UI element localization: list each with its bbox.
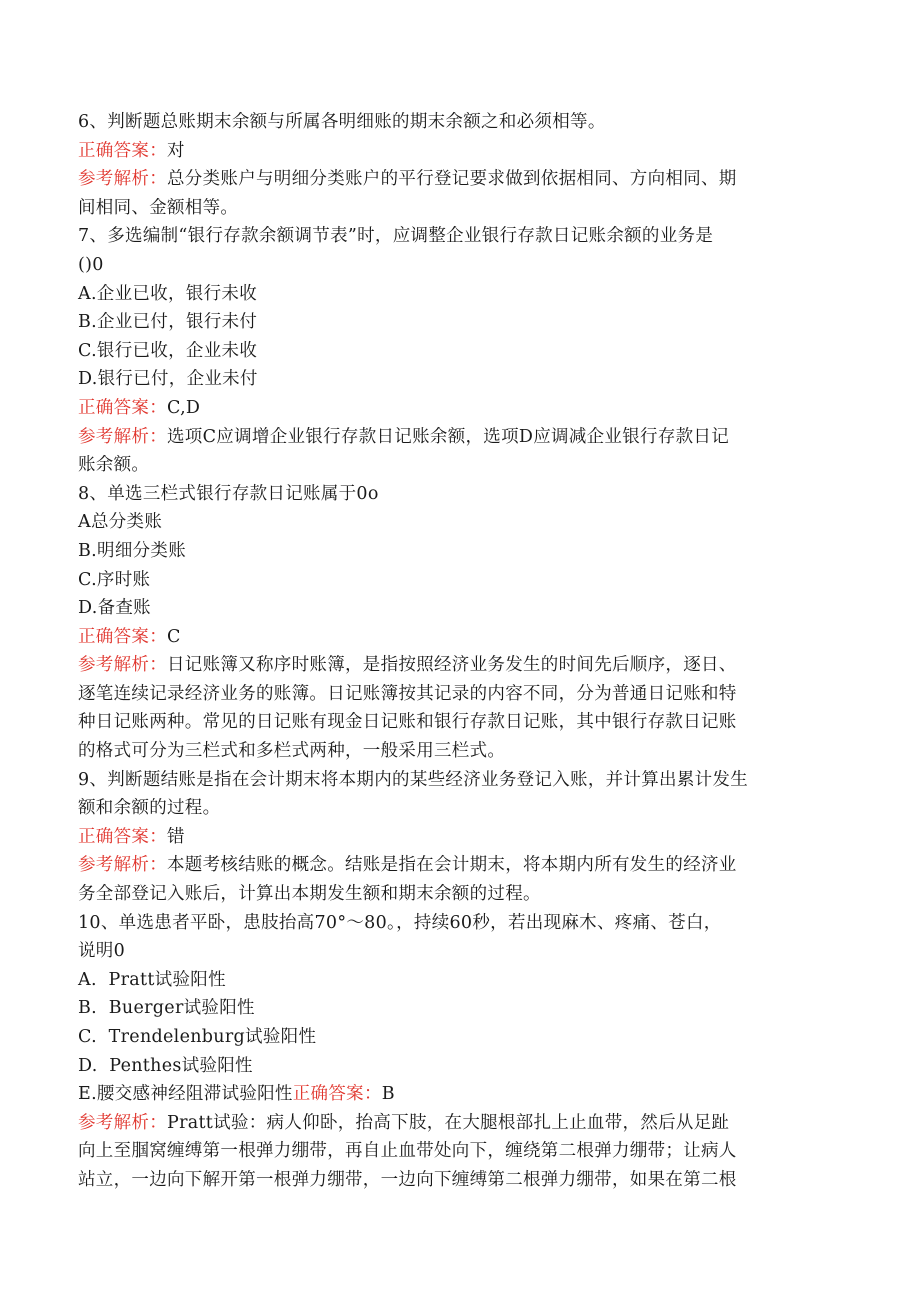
q8-analysis-text: 日记账簿又称序时账簿，是指按照经济业务发生的时间先后顺序，逐日、: [167, 655, 737, 676]
q10-option-c: C. Trendelenburg试验阳性: [78, 1027, 317, 1047]
q8-answer-label: 正确答案：: [78, 626, 167, 647]
q8-analysis-cont-1: 逐笔连续记录经济业务的账簿。日记账簿按其记录的内容不同，分为普通日记账和特: [78, 683, 737, 704]
q9-analysis-text: 本题考核结账的概念。结账是指在会计期末，将本期内所有发生的经济业: [167, 855, 737, 876]
q10-option-e-row: [78, 1080, 838, 1109]
q6-answer-label: 正确答案：: [78, 140, 167, 161]
q7-analysis-row: [78, 423, 838, 452]
q6-question: 6、判断题总账期末余额与所属各明细账的期末余额之和必须相等。: [78, 112, 606, 132]
q8-option-a: A总分类账: [78, 512, 163, 533]
q8-option-b: B.明细分类账: [78, 540, 187, 561]
q6-analysis-label: 参考解析：: [78, 169, 167, 190]
q7-option-b: B.企业已付，银行未付: [78, 312, 258, 333]
q9-answer-label: 正确答案：: [78, 826, 167, 847]
q10-analysis-row: [78, 1109, 838, 1138]
q8-analysis-label: 参考解析：: [78, 655, 167, 676]
q10-analysis-label: 参考解析：: [78, 1112, 167, 1133]
q10-answer: B: [381, 1084, 395, 1105]
q7-answer: C,D: [167, 397, 201, 418]
q9-analysis-label: 参考解析：: [78, 855, 167, 876]
q10-analysis-cont-1: 向上至腘窝缠缚第一根弹力绷带，再自止血带处向下，缠绕第二根弹力绷带；让病人: [78, 1141, 737, 1162]
q9-answer: 错: [167, 826, 185, 847]
q8-option-c: C.序时账: [78, 569, 151, 590]
q10-analysis-cont-2: 站立，一边向下解开第一根弹力绷带，一边向下缠缚第二根弹力绷带，如果在第二根: [78, 1169, 737, 1190]
question-list: [78, 108, 838, 1195]
q7-answer-row: [78, 394, 838, 423]
q7-option-c: C.银行已收，企业未收: [78, 340, 258, 361]
q7-option-d: D.银行已付，企业未付: [78, 369, 258, 390]
q10-answer-label: 正确答案：: [292, 1084, 382, 1105]
q6-analysis-row: [78, 165, 838, 194]
q7-answer-label: 正确答案：: [78, 397, 167, 418]
q6-answer-row: [78, 137, 838, 166]
q9-question: 9、判断题结账是指在会计期末将本期内的某些经济业务登记入账，并计算出累计发生: [78, 769, 749, 790]
q10-option-a: A. Pratt试验阳性: [78, 969, 226, 990]
q7-question-cont: ()0: [78, 254, 104, 275]
q9-analysis-cont: 务全部登记入账后，计算出本期发生额和期末余额的过程。: [78, 884, 541, 905]
q10-question: 10、单选患者平卧，患肢抬高70°～80。，持续60秒，若出现麻木、疼痛、苍白，: [78, 912, 722, 933]
q7-analysis-text: 选项C应调增企业银行存款日记账余额，选项D应调减企业银行存款日记: [167, 426, 730, 447]
q10-question-cont: 说明0: [78, 941, 126, 962]
q8-answer: C: [167, 626, 181, 647]
q6-analysis-cont: 间相同、金额相等。: [78, 197, 239, 218]
q9-question-cont: 额和余额的过程。: [78, 798, 221, 819]
q7-analysis-label: 参考解析：: [78, 426, 167, 447]
q6-analysis-text: 总分类账户与明细分类账户的平行登记要求做到依据相同、方向相同、期: [167, 169, 737, 190]
q8-option-d: D.备查账: [78, 598, 151, 619]
q8-analysis-row: [78, 651, 838, 680]
q9-answer-row: [78, 823, 838, 852]
q6-answer: 对: [167, 140, 185, 161]
q10-option-b: B. Buerger试验阳性: [78, 998, 255, 1019]
q10-option-e: E.腰交感神经阻滞试验阳性: [78, 1084, 293, 1105]
q10-analysis-text: Pratt试验：病人仰卧，抬高下肢，在大腿根部扎上止血带，然后从足趾: [167, 1112, 730, 1133]
q7-analysis-cont: 账余额。: [78, 455, 150, 476]
q8-question: 8、单选三栏式银行存款日记账属于0o: [78, 483, 379, 504]
q8-answer-row: [78, 623, 838, 652]
q8-analysis-cont-2: 种日记账两种。常见的日记账有现金日记账和银行存款日记账，其中银行存款日记账: [78, 712, 737, 733]
q10-option-d: D. Penthes试验阳性: [78, 1055, 253, 1076]
q8-analysis-cont-3: 的格式可分为三栏式和多栏式两种，一般采用三栏式。: [78, 741, 506, 762]
q7-option-a: A.企业已收，银行未收: [78, 283, 257, 304]
q7-question: 7、多选编制“银行存款余额调节表”时，应调整企业银行存款日记账余额的业务是: [78, 226, 714, 247]
q9-analysis-row: [78, 851, 838, 880]
